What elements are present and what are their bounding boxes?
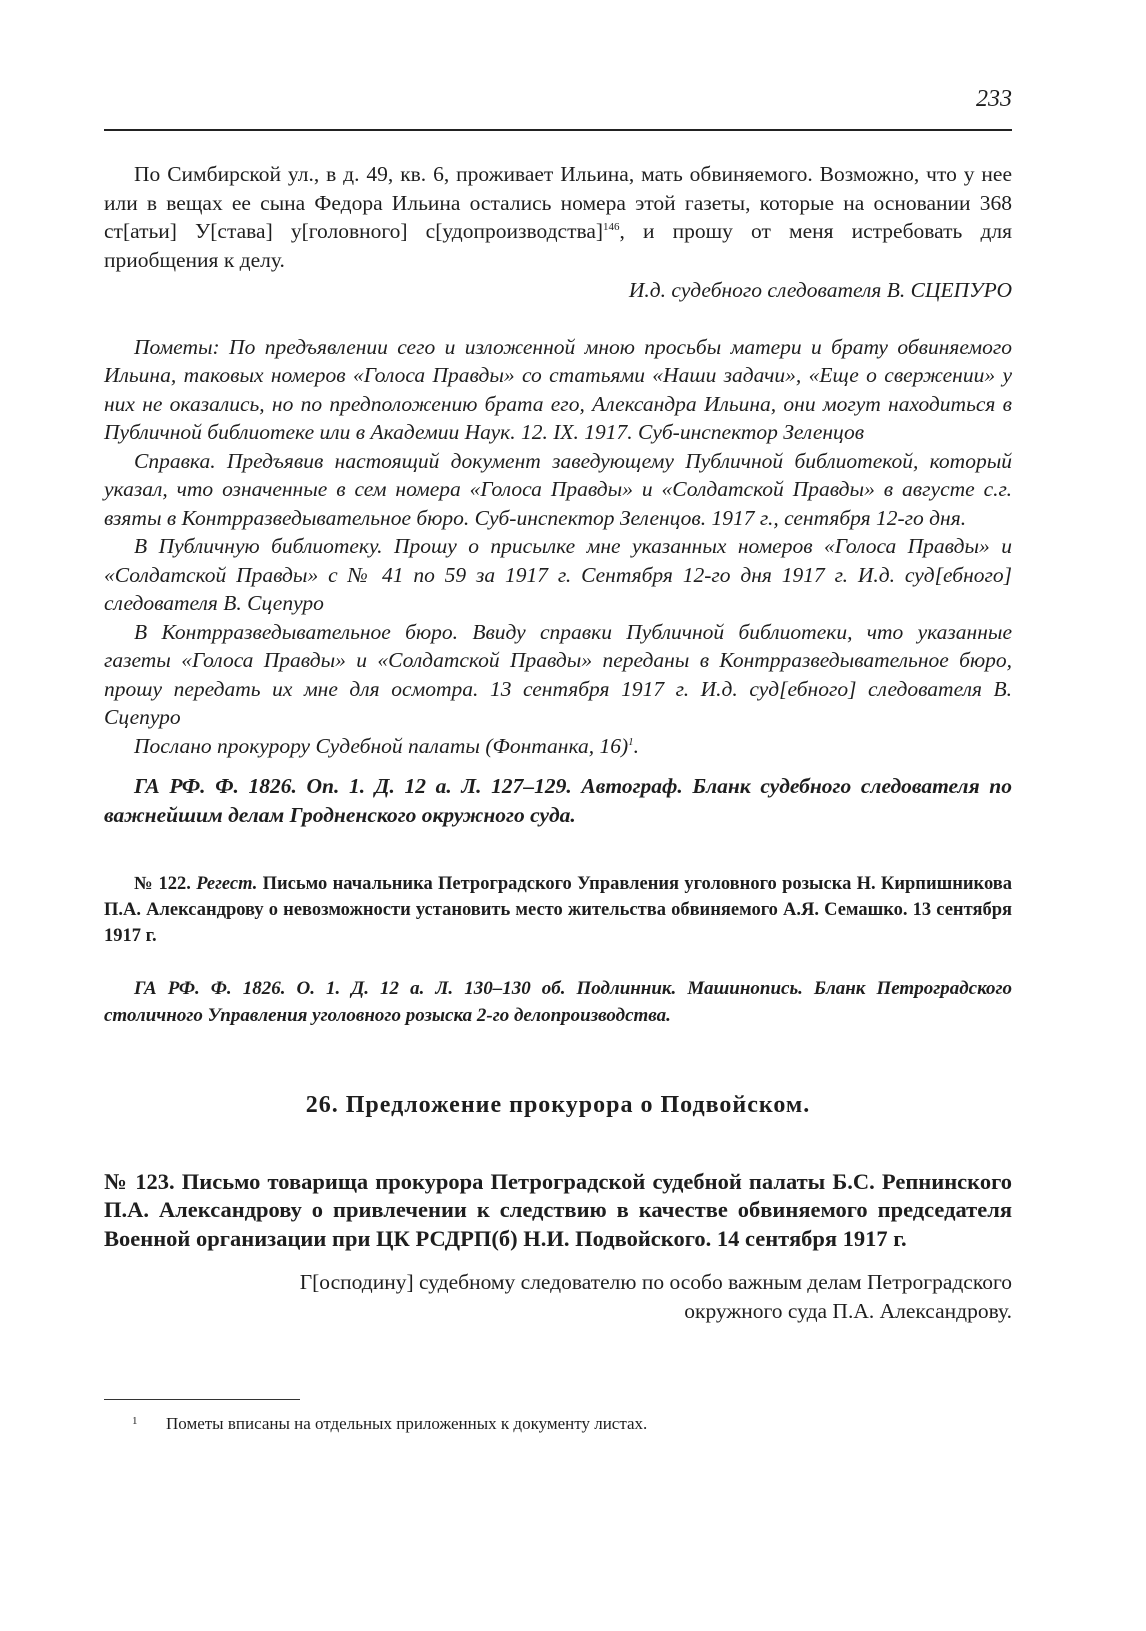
regest-entry: [104, 871, 1012, 949]
regest-label: Регест.: [196, 874, 258, 894]
paragraph-testimony: [104, 160, 1012, 274]
annotation-note-last: [104, 732, 1012, 761]
annotation-end: .: [633, 733, 639, 758]
signature: И.д. судебного следователя В. СЦЕПУРО: [628, 278, 1012, 302]
footnote: [104, 1412, 1012, 1436]
section-title: 26. Предложение прокурора о Подвойском.: [305, 1092, 811, 1118]
footnote-text: Пометы вписаны на отдельных приложенных к документу листах.: [166, 1414, 648, 1433]
paragraph-text-end: , и прошу от меня истребовать для приобщения к делу.: [104, 219, 1012, 272]
page-number: 233: [976, 86, 1012, 112]
annotation-note: Пометы: По предъявлении сего и изложенной мною просьбы матери и брату обвиняемого Ильина, таковых номеров «Голоса Правды» со статьями «Наши задачи», «Еще о свержении» у них не оказались, но по предположению брата его, Александра Ильина, они могут находиться в Публичной библиотеке или в Академии Наук. 12. IX. 1917. Суб-инспектор Зеленцов: [104, 334, 1012, 444]
archive-reference: ГА РФ. Ф. 1826. Оп. 1. Д. 12 а. Л. 127–129. Автограф. Бланк судебного следователя по важнейшим делам Гродненского окружного суда.: [104, 774, 1012, 827]
annotation-text: Послано прокурору Судебной палаты (Фонтанка, 16): [134, 733, 629, 758]
regest-text: Письмо начальника Петроградского Управления уголовного розыска Н. Кирпишникова П.А. Александрову о невозможности установить место жительства обвиняемого А.Я. Семашко. 13 сентября 1917 г.: [104, 874, 1012, 946]
footnote-ref-146: 146: [603, 220, 620, 233]
footnote-rule: [104, 1399, 300, 1400]
annotations-block: [104, 333, 1012, 761]
addressee: [104, 1268, 1012, 1326]
regest-number: № 122.: [134, 874, 197, 894]
annotation-note: Справка. Предъявив настоящий документ заведующему Публичной библиотекой, который указал, что означенные в сем номера «Голоса Правды» и «Солдатской Правды» в августе с.г. взяты в Контрразведывательное бюро. Суб-инспектор Зеленцов. 1917 г., сентября 12-го дня.: [104, 448, 1012, 530]
annotation-note: В Публичную библиотеку. Прошу о присылке мне указанных номеров «Голоса Правды» и «Солдатской Правды» с № 41 по 59 за 1917 г. Сентября 12-го дня 1917 г. И.д. суд[ебного] следователя В. Сцепуро: [104, 534, 1012, 615]
addressee-line-2: окружного суда П.А. Александрову.: [684, 1299, 1012, 1323]
header-rule: [104, 129, 1012, 131]
archive-reference-2: ГА РФ. Ф. 1826. О. 1. Д. 12 а. Л. 130–130 об. Подлинник. Машинопись. Бланк Петроградского столичного Управления уголовного розыска 2-го делопроизводства.: [104, 978, 1012, 1026]
document-title: № 123. Письмо товарища прокурора Петроградской судебной палаты Б.С. Репнинского П.А. Александрову о привлечении к следствию в качестве обвиняемого председателя Военной организации при ЦК РСДРП(б) Н.И. Подвойского. 14 сентября 1917 г.: [104, 1168, 1012, 1251]
paragraph-text: По Симбирской ул., в д. 49, кв. 6, проживает Ильина, мать обвиняемого. Возможно, что у нее или в вещах ее сына Федора Ильина остались номера этой газеты, которые на основании 368 ст[атьи] У[става] у[головного] с[удопроизводства]: [104, 162, 1012, 243]
addressee-line-1: Г[осподину] судебному следователю по особо важным делам Петроградского: [299, 1270, 1012, 1294]
annotation-note: В Контрразведывательное бюро. Ввиду справки Публичной библиотеки, что указанные газеты «Голоса Правды» и «Солдатской Правды» переданы в Контрразведывательное бюро, прошу передать их мне для осмотра. 13 сентября 1917 г. И.д. суд[ебного] следователя В. Сцепуро: [104, 619, 1012, 729]
footnote-mark: 1: [132, 1415, 138, 1427]
footnote-ref-1: 1: [628, 735, 634, 748]
page-body: [104, 160, 1012, 1326]
